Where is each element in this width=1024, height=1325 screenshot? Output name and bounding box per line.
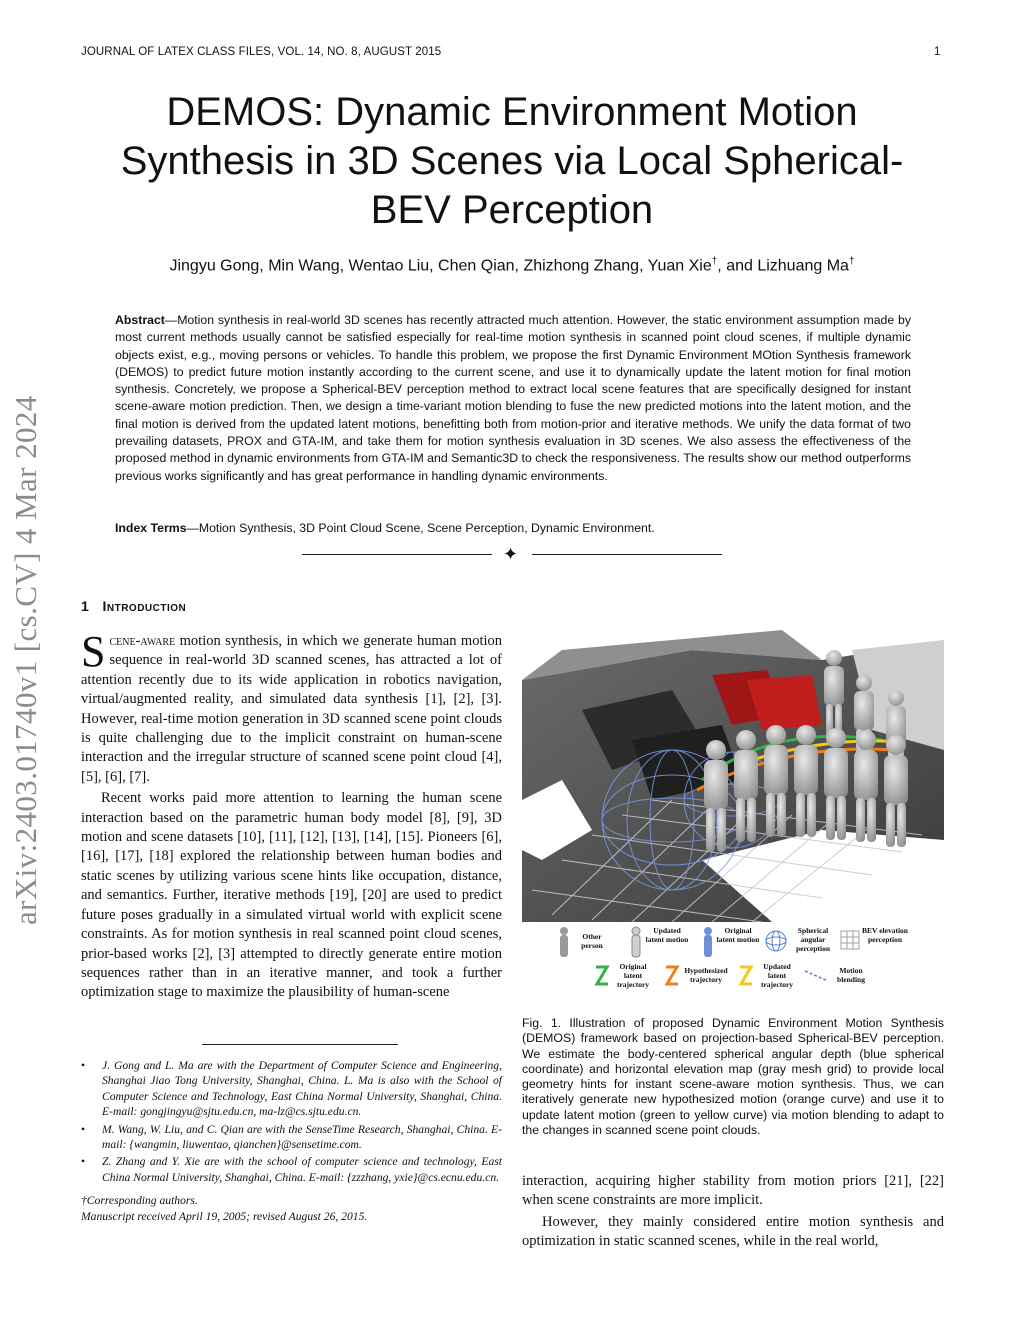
- legend-motion-blending: Motion blending: [837, 966, 865, 984]
- figure-caption: Fig. 1. Illustration of proposed Dynamic Environment Motion Synthesis (DEMOS) framework based on projection-based Spherical-BEV perception. We estimate the body-centered spherical angular depth (blue spherical coordinate) and horizontal elevation map (gray mesh grid) to provide local geometry hints for instant scene-aware motion synthesis. Thus, we can iteratively generate new hypothesized motion (orange curve) and use it to update latent motion (green to yellow curve) via motion blending to adapt to the changes in scanned scene point clouds.: [522, 1016, 944, 1138]
- other-person-icon: [558, 926, 570, 958]
- yellow-trajectory-icon: [738, 964, 754, 988]
- footnote-affiliation: • Z. Zhang and Y. Xie are with the school of computer science and technology, East China Normal University, Shanghai, China. E-mail: {zzzhang, yxie}@cs.ecnu.edu.cn.: [81, 1154, 502, 1185]
- legend-bev-elevation-perception: BEV elevation perception: [862, 926, 908, 944]
- separator-line: [532, 554, 722, 555]
- body-paragraph: However, they mainly considered entire motion synthesis and optimization in static scanned scenes, while in the real world,: [522, 1213, 944, 1250]
- page-number: 1: [934, 46, 941, 58]
- motion-blending-icon: [804, 968, 830, 984]
- figure-1-image: [522, 630, 944, 922]
- green-trajectory-icon: [594, 964, 610, 988]
- legend-updated-latent-motion: Updated latent motion: [645, 926, 689, 944]
- footnote-affiliation: • M. Wang, W. Liu, and C. Qian are with the SenseTime Research, Shanghai, China. E-mail: {wangmin, liuwentao, qianchen}@sensetime.com.: [81, 1122, 502, 1153]
- drop-cap: S: [81, 627, 106, 676]
- right-column-body: [522, 1172, 944, 1252]
- author-list: [80, 256, 944, 275]
- sphere-icon: [765, 930, 787, 952]
- section-number: 1: [81, 598, 90, 614]
- paper-title: DEMOS: Dynamic Environment Motion Synthesis in 3D Scenes via Local Spherical-BEV Perception: [120, 90, 904, 232]
- original-latent-motion-icon: [702, 926, 714, 958]
- left-column-body: [81, 627, 502, 1003]
- separator-line: [302, 554, 492, 555]
- body-text: when scene constraints are more implicit.: [522, 1192, 763, 1209]
- orange-trajectory-icon: [664, 964, 680, 988]
- running-header: JOURNAL OF LATEX CLASS FILES, VOL. 14, NO. 8, AUGUST 2015: [81, 46, 442, 58]
- section-title: Introduction: [102, 598, 187, 614]
- scene-render: [522, 630, 944, 922]
- body-text: interaction, acquiring higher stability from motion priors [21], [22]: [522, 1173, 944, 1189]
- dagger-mark: †: [711, 256, 718, 267]
- legend-hypothesized-trajectory: Hypothesized trajectory: [684, 966, 728, 984]
- legend-original-latent-trajectory: Original latent trajectory: [616, 962, 650, 989]
- legend-spherical-angular-perception: Spherical angular perception: [795, 926, 831, 953]
- index-terms-label: Index Terms: [115, 521, 187, 535]
- legend-other-person: Other person: [581, 932, 603, 950]
- arxiv-stamp: arXiv:2403.01740v1 [cs.CV] 4 Mar 2024: [8, 395, 43, 925]
- bev-grid-icon: [840, 930, 860, 950]
- body-paragraph: [522, 1172, 944, 1211]
- legend-updated-latent-trajectory: Updated latent trajectory: [760, 962, 794, 989]
- updated-latent-motion-icon: [630, 926, 642, 958]
- author-names: Jingyu Gong, Min Wang, Wentao Liu, Chen Qian, Zhizhong Zhang, Yuan Xie: [169, 257, 712, 275]
- index-terms: [115, 521, 911, 535]
- abstract: [115, 312, 911, 485]
- section-heading: [81, 598, 186, 614]
- dagger-mark: †: [848, 256, 855, 267]
- footnotes: [81, 1058, 502, 1224]
- manuscript-dates: Manuscript received April 19, 2005; revised August 26, 2015.: [81, 1209, 368, 1223]
- figure-legend: [522, 922, 944, 994]
- author-last: , and Lizhuang Ma: [717, 257, 849, 275]
- intro-paragraph: [81, 627, 502, 787]
- corresponding-authors: †Corresponding authors.: [81, 1194, 198, 1208]
- footnote-affiliation: • J. Gong and L. Ma are with the Department of Computer Science and Engineering, Shanghai Jiao Tong University, Shanghai, China. L. Ma is also with the School of Computer Science and Technology, East China Normal University, Shanghai, China. E-mail: gongjingyu@sjtu.edu.cn, ma-lz@cs.sjtu.edu.cn.: [81, 1058, 502, 1120]
- footnote-rule: [202, 1044, 398, 1045]
- abstract-label: Abstract: [115, 313, 165, 327]
- abstract-text: —Motion synthesis in real-world 3D scenes has recently attracted much attention. However, the static environment assumption made by most current methods usually cannot be satisfied especially for real-time motion synthesis in scanned point cloud scenes, if multiple dynamic objects exist, e.g., moving persons or vehicles. To handle this problem, we propose the first Dynamic Environment MOtion Synthesis framework (DEMOS) to predict future motion instantly according to the current scene, and use it to dynamically update the latent motion for final motion synthesis. Concretely, we propose a Spherical-BEV perception method to extract local scene features that are specifically designed for instant scene-aware motion prediction. Then, we design a time-variant motion blending to fuse the new predicted motions into the latent motion, and the final motion is derived from the updated latent motions, benefitting both from motion-prior and iterative methods. We unify the data format of two prevailing datasets, PROX and GTA-IM, and take them for motion synthesis evaluation in 3D scenes. We also assess the effectiveness of the proposed method in dynamic environments from GTA-IM and Semantic3D to check the responsiveness. The results show our method outperforms previous works significantly and has great performance in handling dynamic environments.: [115, 313, 911, 483]
- intro-paragraph: Recent works paid more attention to learning the human scene interaction based on the parametric human body model [8], [9], 3D motion and scene datasets [10], [11], [12], [13], [14], [15]. Pioneers [6], [16], [17], [18] explored the relationship between human bodies and static scenes by utilizing various scene hints like occupation, distance, and semantics. Further, iterative methods [19], [20] are used to predict future poses gradually in a simulated virtual world with explicit scene constraints. As for motion synthesis in real scanned point cloud scenes, prior-based works [2], [3] attempted to directly generate entire motion sequences rather than in an iterative manner, and took a further optimization stage to maximize the plausibility of human-scene: [81, 790, 502, 1001]
- small-caps-lead: cene-aware: [109, 633, 176, 649]
- legend-original-latent-motion: Original latent motion: [716, 926, 760, 944]
- intro-text: motion synthesis, in which we generate human motion sequence in real-world 3D scanned scenes, has attracted a lot of attention recently due to its wide application in robotics navigation, virtual/augmented reality, and simulated data synthesis [1], [2], [3]. However, real-time motion generation in 3D scanned scene point clouds is quite challenging due to the implicit constraint on human-scene interaction and the irregular structure of scanned scene point cloud [4], [5], [6], [7].: [81, 633, 502, 785]
- separator-diamond-icon: ✦: [503, 544, 519, 564]
- index-terms-text: —Motion Synthesis, 3D Point Cloud Scene, Scene Perception, Dynamic Environment.: [186, 521, 655, 535]
